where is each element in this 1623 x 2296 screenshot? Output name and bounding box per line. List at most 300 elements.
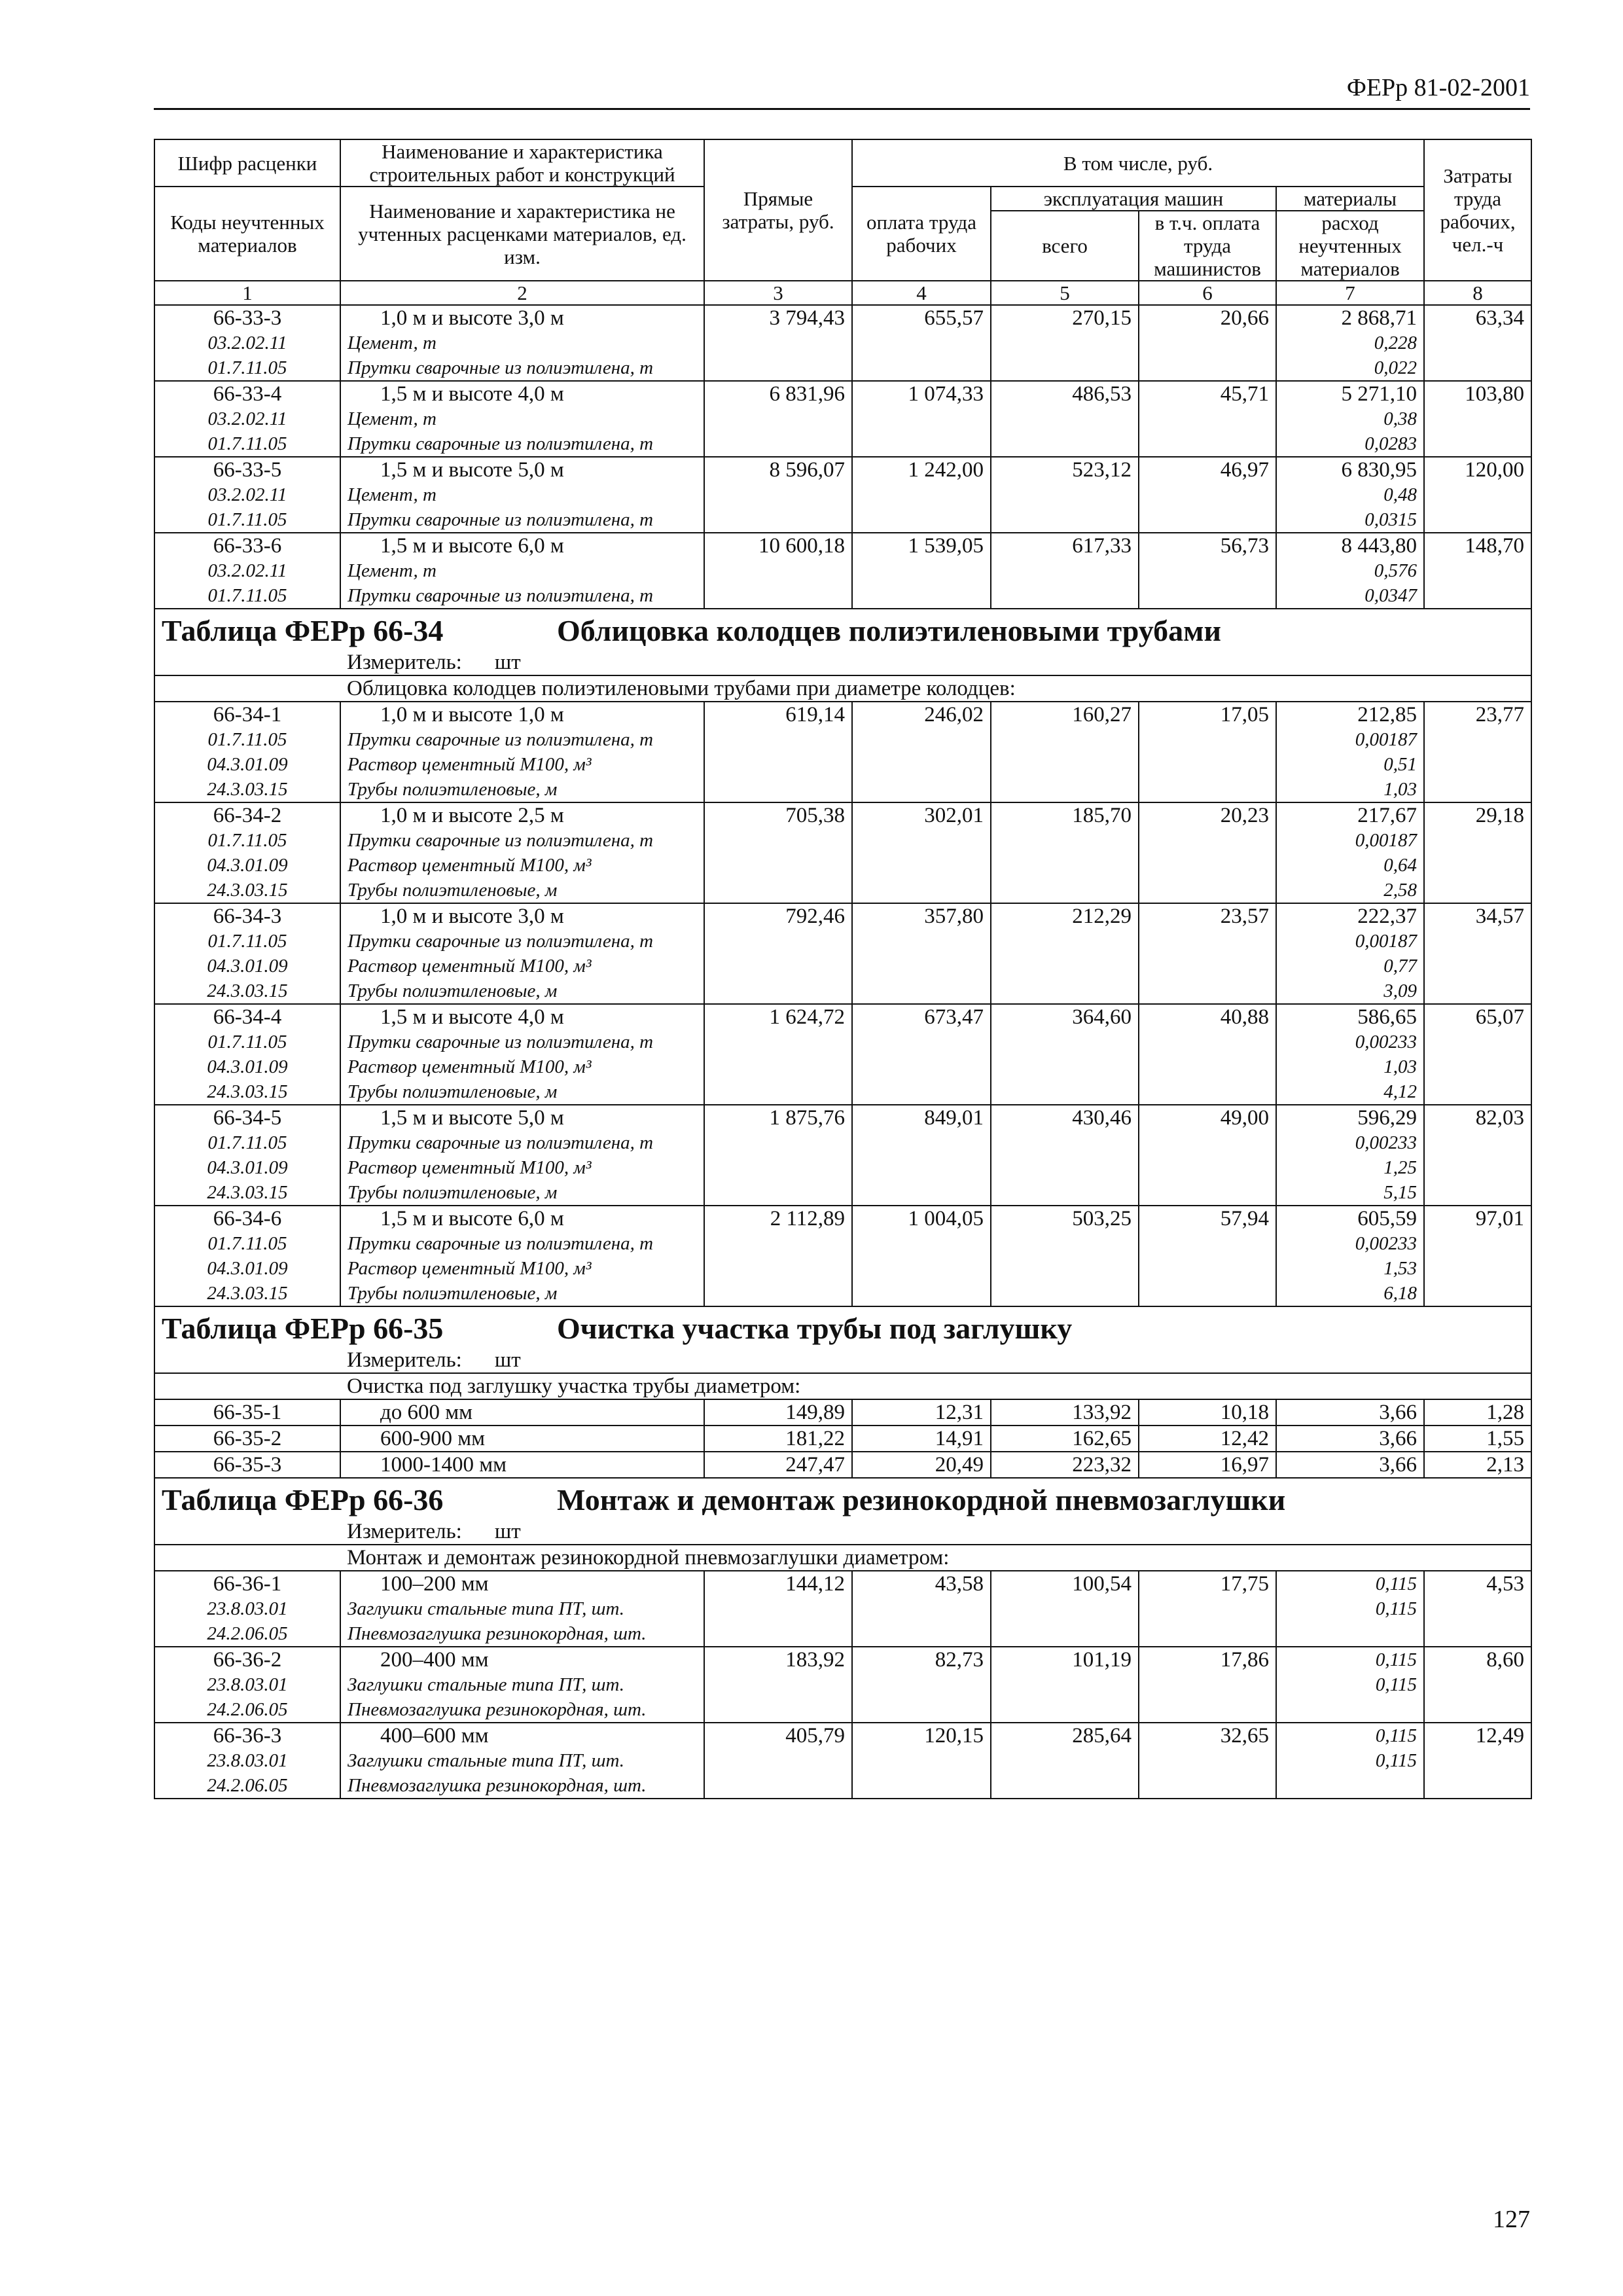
- measure-cell: [340, 650, 1531, 675]
- material-qty: 0,115: [1375, 1674, 1418, 1695]
- value-c3: 792,46: [704, 903, 852, 1004]
- description-row: [154, 675, 1531, 702]
- material-qty: 5,15: [1383, 1182, 1418, 1203]
- rate-name: 1,0 м и высоте 1,0 м: [380, 703, 564, 726]
- material-code: 03.2.02.11: [207, 408, 287, 429]
- col7-header: расход неучтенных материалов: [1276, 211, 1424, 281]
- material-name: Прутки сварочные из полиэтилена, т: [348, 1233, 654, 1254]
- table-label: Таблица ФЕРр 66-36: [162, 1483, 444, 1516]
- rate-code: 66-33-6: [213, 534, 282, 558]
- material-name: Трубы полиэтиленовые, м: [348, 1283, 558, 1304]
- value-c8: 2,13: [1424, 1452, 1531, 1478]
- rate-name-cell: [340, 903, 704, 1004]
- value-c5: 101,19: [991, 1647, 1139, 1723]
- value-c8: 120,00: [1424, 457, 1531, 533]
- rate-row: [154, 802, 1531, 903]
- material-qty: 1,03: [1383, 779, 1418, 800]
- col1-header: Шифр расценки: [154, 139, 340, 187]
- rate-name-cell: [340, 381, 704, 457]
- description-row: [154, 1545, 1531, 1571]
- rate-row: [154, 1723, 1531, 1799]
- material-code: 23.8.03.01: [207, 1598, 288, 1619]
- section-description: Монтаж и демонтаж резинокордной пневмозаглушки диаметром:: [340, 1545, 1531, 1571]
- value-c7: 6 830,95: [1341, 458, 1418, 482]
- value-c8: 65,07: [1424, 1004, 1531, 1105]
- material-name: Трубы полиэтиленовые, м: [348, 880, 558, 901]
- rate-code-cell: [154, 903, 340, 1004]
- material-qty: 0,115: [1375, 1750, 1418, 1771]
- material-code: 24.2.06.05: [207, 1623, 288, 1644]
- value-c5: 185,70: [991, 802, 1139, 903]
- material-qty: 4,12: [1383, 1081, 1418, 1102]
- material-qty: 0,115: [1375, 1573, 1418, 1594]
- material-name: Прутки сварочные из полиэтилена, т: [348, 1031, 654, 1052]
- rate-row: [154, 1647, 1531, 1723]
- value-c4: 849,01: [852, 1105, 991, 1206]
- col2-subheader: Наименование и характеристика не учтенных расценками материалов, ед. изм.: [340, 187, 704, 281]
- material-code: 04.3.01.09: [207, 754, 288, 775]
- col-num: 1: [154, 281, 340, 305]
- rate-code: 66-33-5: [213, 458, 282, 482]
- value-c4: 20,49: [852, 1452, 991, 1478]
- rate-name-cell: [340, 1723, 704, 1799]
- value-c3: 1 624,72: [704, 1004, 852, 1105]
- col6-header: в т.ч. оплата труда машинистов: [1139, 211, 1276, 281]
- rate-code: 66-34-3: [213, 905, 282, 928]
- value-c3: 181,22: [704, 1426, 852, 1452]
- table-title: Очистка участка трубы под заглушку: [557, 1312, 1073, 1345]
- material-name: Прутки сварочные из полиэтилена, т: [348, 509, 654, 530]
- material-qty: 1,25: [1383, 1157, 1418, 1178]
- value-c3: 6 831,96: [704, 381, 852, 457]
- value-c3: 183,92: [704, 1647, 852, 1723]
- material-name: Пневмозаглушка резинокордная, шт.: [348, 1623, 647, 1644]
- value-c6: 57,94: [1139, 1206, 1276, 1306]
- value-c8: 29,18: [1424, 802, 1531, 903]
- material-name: Прутки сварочные из полиэтилена, т: [348, 830, 654, 851]
- rate-code-cell: [154, 305, 340, 381]
- value-c8: 23,77: [1424, 702, 1531, 802]
- rate-name: 100–200 мм: [380, 1572, 489, 1596]
- value-c4: 357,80: [852, 903, 991, 1004]
- material-qty: 0,64: [1383, 855, 1418, 876]
- value-c6: 49,00: [1139, 1105, 1276, 1206]
- material-code: 04.3.01.09: [207, 855, 288, 876]
- measure-row: [154, 650, 1531, 675]
- rate-row: [154, 381, 1531, 457]
- rate-code: 66-35-1: [213, 1401, 282, 1424]
- value-c6: 20,23: [1139, 802, 1276, 903]
- material-code: 24.3.03.15: [207, 1081, 288, 1102]
- table-heading: [154, 1478, 1531, 1519]
- material-name: Пневмозаглушка резинокордная, шт.: [348, 1775, 647, 1796]
- material-name: Заглушки стальные типа ПТ, шт.: [348, 1674, 625, 1695]
- measure-spacer: [154, 650, 340, 675]
- material-code: 24.2.06.05: [207, 1699, 288, 1720]
- measure-cell: [340, 1519, 1531, 1545]
- rate-code: 66-34-4: [213, 1005, 282, 1029]
- material-code: 01.7.11.05: [207, 931, 287, 952]
- page-number: 127: [1493, 2206, 1530, 2233]
- material-code: 01.7.11.05: [207, 509, 287, 530]
- measure-row: [154, 1519, 1531, 1545]
- material-code: 04.3.01.09: [207, 1157, 288, 1178]
- value-c7: 212,85: [1357, 703, 1418, 726]
- rate-row: [154, 903, 1531, 1004]
- material-name: Трубы полиэтиленовые, м: [348, 1081, 558, 1102]
- description-spacer: [154, 675, 340, 702]
- material-code: 01.7.11.05: [207, 1233, 287, 1254]
- rate-code-cell: [154, 457, 340, 533]
- rate-code-cell: [154, 1206, 340, 1306]
- value-c7-cell: [1276, 1399, 1424, 1426]
- document-code: ФЕРр 81-02-2001: [1346, 74, 1530, 101]
- value-c7: 605,59: [1357, 1207, 1418, 1230]
- material-code: 01.7.11.05: [207, 585, 287, 606]
- rate-code: 66-36-1: [213, 1572, 282, 1596]
- material-qty: 3,09: [1383, 980, 1418, 1001]
- value-c5: 364,60: [991, 1004, 1139, 1105]
- rate-row: [154, 702, 1531, 802]
- rate-name: 1,5 м и высоте 6,0 м: [380, 534, 564, 558]
- value-c7: 5 271,10: [1341, 382, 1418, 406]
- value-c4: 12,31: [852, 1399, 991, 1426]
- material-name: Прутки сварочные из полиэтилена, т: [348, 1132, 654, 1153]
- measure-label: Измеритель:: [347, 1348, 462, 1372]
- description-spacer: [154, 1373, 340, 1399]
- value-c8: 97,01: [1424, 1206, 1531, 1306]
- rate-name: 400–600 мм: [380, 1724, 489, 1748]
- rate-name: 1000-1400 мм: [380, 1453, 507, 1477]
- rate-code: 66-34-1: [213, 703, 282, 726]
- value-c4: 655,57: [852, 305, 991, 381]
- material-name: Трубы полиэтиленовые, м: [348, 1182, 558, 1203]
- value-c6: 12,42: [1139, 1426, 1276, 1452]
- col-num: 4: [852, 281, 991, 305]
- rate-code: 66-33-3: [213, 306, 282, 330]
- table-label: Таблица ФЕРр 66-35: [162, 1312, 444, 1345]
- value-c3: 3 794,43: [704, 305, 852, 381]
- material-code: 24.3.03.15: [207, 880, 288, 901]
- col4-header: оплата труда рабочих: [852, 187, 991, 281]
- rate-name: 1,0 м и высоте 2,5 м: [380, 804, 564, 827]
- value-c8: 8,60: [1424, 1647, 1531, 1723]
- material-qty: 1,03: [1383, 1056, 1418, 1077]
- col1-subheader: Коды неучтенных материалов: [154, 187, 340, 281]
- rate-row: [154, 533, 1531, 609]
- rate-name: 1,5 м и высоте 4,0 м: [380, 1005, 564, 1029]
- value-c7-cell: [1276, 702, 1424, 802]
- value-c7-cell: [1276, 1571, 1424, 1647]
- material-name: Прутки сварочные из полиэтилена, т: [348, 931, 654, 952]
- material-code: 01.7.11.05: [207, 729, 287, 750]
- value-c5: 486,53: [991, 381, 1139, 457]
- material-qty: 2,58: [1383, 880, 1418, 901]
- material-code: 04.3.01.09: [207, 956, 288, 977]
- value-c4: 120,15: [852, 1723, 991, 1799]
- table-body: [154, 139, 1531, 1799]
- rate-code: 66-34-5: [213, 1106, 282, 1130]
- value-c7: 3,66: [1379, 1427, 1418, 1450]
- value-c5: 133,92: [991, 1399, 1139, 1426]
- value-c7-cell: [1276, 802, 1424, 903]
- value-c7: 2 868,71: [1341, 306, 1418, 330]
- value-c6: 10,18: [1139, 1399, 1276, 1426]
- value-c8: 1,28: [1424, 1399, 1531, 1426]
- value-c5: 162,65: [991, 1426, 1139, 1452]
- rate-row: [154, 1399, 1531, 1426]
- value-c6: 20,66: [1139, 305, 1276, 381]
- material-name: Раствор цементный М100, м³: [348, 1056, 592, 1077]
- col-num: 3: [704, 281, 852, 305]
- rate-name: 1,5 м и высоте 5,0 м: [380, 1106, 564, 1130]
- rate-name-cell: [340, 457, 704, 533]
- rate-code-cell: [154, 1426, 340, 1452]
- value-c3: 10 600,18: [704, 533, 852, 609]
- rate-code: 66-34-2: [213, 804, 282, 827]
- section-description: Облицовка колодцев полиэтиленовыми трубами при диаметре колодцев:: [340, 675, 1531, 702]
- material-qty: 0,115: [1375, 1598, 1418, 1619]
- value-c6: 45,71: [1139, 381, 1276, 457]
- measure-label: Измеритель:: [347, 1520, 462, 1543]
- description-row: [154, 1373, 1531, 1399]
- material-name: Заглушки стальные типа ПТ, шт.: [348, 1750, 625, 1771]
- rate-name-cell: [340, 1647, 704, 1723]
- rate-name-cell: [340, 1452, 704, 1478]
- rate-name-cell: [340, 1004, 704, 1105]
- value-c7-cell: [1276, 1105, 1424, 1206]
- value-c4: 302,01: [852, 802, 991, 903]
- material-qty: 0,00187: [1355, 830, 1418, 851]
- header-rule: [154, 108, 1530, 110]
- rates-table: [154, 139, 1532, 1799]
- value-c6: 40,88: [1139, 1004, 1276, 1105]
- rate-name-cell: [340, 1426, 704, 1452]
- measure-spacer: [154, 1348, 340, 1373]
- value-c3: 247,47: [704, 1452, 852, 1478]
- rate-name-cell: [340, 305, 704, 381]
- col3-header: Прямые затраты, руб.: [704, 139, 852, 281]
- rate-code-cell: [154, 1105, 340, 1206]
- value-c4: 14,91: [852, 1426, 991, 1452]
- table-title: Облицовка колодцев полиэтиленовыми трубами: [557, 614, 1221, 647]
- material-qty: 0,51: [1383, 754, 1418, 775]
- table-heading: [154, 609, 1531, 650]
- material-qty: 0,022: [1374, 357, 1418, 378]
- table-heading-row: [154, 609, 1531, 650]
- material-name: Цемент, т: [348, 332, 437, 353]
- value-c4: 1 242,00: [852, 457, 991, 533]
- rate-row: [154, 1571, 1531, 1647]
- value-c7: 586,65: [1357, 1005, 1418, 1029]
- value-c5: 160,27: [991, 702, 1139, 802]
- material-name: Прутки сварочные из полиэтилена, т: [348, 433, 654, 454]
- value-c6: 32,65: [1139, 1723, 1276, 1799]
- value-c3: 1 875,76: [704, 1105, 852, 1206]
- material-name: Цемент, т: [348, 560, 437, 581]
- value-c3: 619,14: [704, 702, 852, 802]
- rate-name: 600-900 мм: [380, 1427, 486, 1450]
- value-c8: 12,49: [1424, 1723, 1531, 1799]
- rate-name: 1,5 м и высоте 5,0 м: [380, 458, 564, 482]
- rate-code-cell: [154, 1399, 340, 1426]
- rate-name-cell: [340, 702, 704, 802]
- material-qty: 0,00233: [1355, 1233, 1418, 1254]
- value-c7: 217,67: [1357, 804, 1418, 827]
- value-c7-cell: [1276, 457, 1424, 533]
- material-name: Прутки сварочные из полиэтилена, т: [348, 585, 654, 606]
- value-c7-cell: [1276, 381, 1424, 457]
- material-name: Трубы полиэтиленовые, м: [348, 980, 558, 1001]
- rate-row: [154, 1452, 1531, 1478]
- material-qty: 0,115: [1375, 1649, 1418, 1670]
- value-c7: 3,66: [1379, 1401, 1418, 1424]
- rate-code-cell: [154, 1647, 340, 1723]
- material-name: Трубы полиэтиленовые, м: [348, 779, 558, 800]
- rate-name-cell: [340, 1399, 704, 1426]
- material-name: Цемент, т: [348, 408, 437, 429]
- rate-name-cell: [340, 1571, 704, 1647]
- col-num: 2: [340, 281, 704, 305]
- value-c8: 4,53: [1424, 1571, 1531, 1647]
- material-code: 01.7.11.05: [207, 357, 287, 378]
- group-header: В том числе, руб.: [852, 139, 1424, 187]
- value-c3: 149,89: [704, 1399, 852, 1426]
- table-title: Монтаж и демонтаж резинокордной пневмозаглушки: [557, 1483, 1286, 1516]
- material-name: Заглушки стальные типа ПТ, шт.: [348, 1598, 625, 1619]
- material-name: Раствор цементный М100, м³: [348, 754, 592, 775]
- rate-name: 1,0 м и высоте 3,0 м: [380, 306, 564, 330]
- rate-code: 66-35-3: [213, 1453, 282, 1477]
- value-c4: 43,58: [852, 1571, 991, 1647]
- material-qty: 0,77: [1383, 956, 1418, 977]
- value-c8: 103,80: [1424, 381, 1531, 457]
- rate-code: 66-34-6: [213, 1207, 282, 1230]
- measure-unit: шт: [494, 1520, 521, 1543]
- value-c7-cell: [1276, 1206, 1424, 1306]
- value-c7: 8 443,80: [1341, 534, 1418, 558]
- table-heading: [154, 1306, 1531, 1348]
- material-qty: 0,48: [1383, 484, 1418, 505]
- rate-name: 1,0 м и высоте 3,0 м: [380, 905, 564, 928]
- material-name: Раствор цементный М100, м³: [348, 1157, 592, 1178]
- material-qty: 1,53: [1383, 1258, 1418, 1279]
- value-c4: 1 004,05: [852, 1206, 991, 1306]
- value-c6: 17,75: [1139, 1571, 1276, 1647]
- rate-name-cell: [340, 533, 704, 609]
- material-code: 01.7.11.05: [207, 1132, 287, 1153]
- value-c3: 405,79: [704, 1723, 852, 1799]
- col5-header: всего: [991, 211, 1139, 281]
- material-qty: 0,00233: [1355, 1132, 1418, 1153]
- material-code: 03.2.02.11: [207, 484, 287, 505]
- value-c7: 596,29: [1357, 1106, 1418, 1130]
- rate-code-cell: [154, 1004, 340, 1105]
- value-c7-cell: [1276, 533, 1424, 609]
- rate-row: [154, 1426, 1531, 1452]
- value-c5: 223,32: [991, 1452, 1139, 1478]
- measure-cell: [340, 1348, 1531, 1373]
- column-numbers-row: [154, 281, 1531, 305]
- rate-code: 66-33-4: [213, 382, 282, 406]
- rate-code-cell: [154, 1452, 340, 1478]
- material-code: 23.8.03.01: [207, 1674, 288, 1695]
- value-c7-cell: [1276, 305, 1424, 381]
- rate-name: 1,5 м и высоте 4,0 м: [380, 382, 564, 406]
- rate-code: 66-36-3: [213, 1724, 282, 1748]
- rate-name: 1,5 м и высоте 6,0 м: [380, 1207, 564, 1230]
- rate-code-cell: [154, 702, 340, 802]
- value-c5: 617,33: [991, 533, 1139, 609]
- rate-code-cell: [154, 802, 340, 903]
- value-c7-cell: [1276, 903, 1424, 1004]
- material-code: 23.8.03.01: [207, 1750, 288, 1771]
- value-c6: 16,97: [1139, 1452, 1276, 1478]
- value-c4: 82,73: [852, 1647, 991, 1723]
- description-spacer: [154, 1545, 340, 1571]
- material-qty: 0,115: [1375, 1725, 1418, 1746]
- measure-unit: шт: [494, 1348, 521, 1372]
- material-code: 24.3.03.15: [207, 1182, 288, 1203]
- material-qty: 0,576: [1374, 560, 1418, 581]
- table-label: Таблица ФЕРр 66-34: [162, 614, 444, 647]
- value-c5: 503,25: [991, 1206, 1139, 1306]
- material-qty: 0,228: [1374, 332, 1418, 353]
- material-name: Раствор цементный М100, м³: [348, 1258, 592, 1279]
- value-c8: 63,34: [1424, 305, 1531, 381]
- material-qty: 0,0347: [1364, 585, 1418, 606]
- measure-unit: шт: [494, 651, 521, 674]
- col-num: 5: [991, 281, 1139, 305]
- rate-code-cell: [154, 1723, 340, 1799]
- rate-name-cell: [340, 1105, 704, 1206]
- material-code: 01.7.11.05: [207, 433, 287, 454]
- rate-name-cell: [340, 1206, 704, 1306]
- value-c6: 56,73: [1139, 533, 1276, 609]
- value-c7-cell: [1276, 1004, 1424, 1105]
- material-code: 04.3.01.09: [207, 1056, 288, 1077]
- value-c3: 144,12: [704, 1571, 852, 1647]
- material-code: 24.3.03.15: [207, 779, 288, 800]
- rate-name: 200–400 мм: [380, 1648, 489, 1672]
- rate-code-cell: [154, 381, 340, 457]
- material-code: 03.2.02.11: [207, 560, 287, 581]
- value-c4: 1 539,05: [852, 533, 991, 609]
- value-c6: 46,97: [1139, 457, 1276, 533]
- value-c3: 8 596,07: [704, 457, 852, 533]
- material-qty: 0,38: [1383, 408, 1418, 429]
- value-c4: 673,47: [852, 1004, 991, 1105]
- value-c7: 222,37: [1357, 905, 1418, 928]
- value-c6: 23,57: [1139, 903, 1276, 1004]
- material-qty: 0,00187: [1355, 729, 1418, 750]
- value-c5: 100,54: [991, 1571, 1139, 1647]
- material-code: 03.2.02.11: [207, 332, 287, 353]
- value-c7-cell: [1276, 1426, 1424, 1452]
- value-c5: 270,15: [991, 305, 1139, 381]
- material-qty: 0,0283: [1364, 433, 1418, 454]
- rate-row: [154, 1105, 1531, 1206]
- material-name: Цемент, т: [348, 484, 437, 505]
- rate-code-cell: [154, 1571, 340, 1647]
- table-heading-row: [154, 1306, 1531, 1348]
- value-c8: 34,57: [1424, 903, 1531, 1004]
- value-c8: 1,55: [1424, 1426, 1531, 1452]
- value-c5: 523,12: [991, 457, 1139, 533]
- rate-code: 66-36-2: [213, 1648, 282, 1672]
- material-code: 24.3.03.15: [207, 980, 288, 1001]
- value-c4: 1 074,33: [852, 381, 991, 457]
